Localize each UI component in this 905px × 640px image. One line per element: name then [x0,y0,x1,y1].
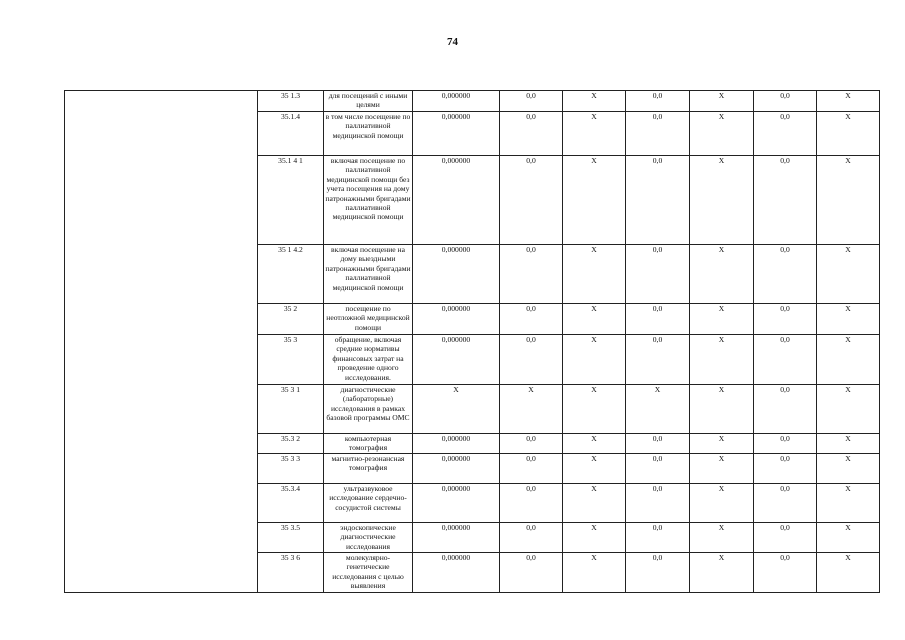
row-value-3: 0,0 [754,484,817,523]
row-mark-1: X [563,245,626,304]
row-description: эндоскопические диагностические исследования [324,523,413,553]
row-code: 35.3.4 [258,484,324,523]
row-value-2: 0,0 [626,434,690,454]
row-mark-1: X [563,112,626,156]
row-value-1: 0,0 [500,484,563,523]
row-code: 35 1.3 [258,91,324,112]
row-value-1: 0,0 [500,245,563,304]
row-value-2: 0,0 [626,523,690,553]
row-mark-1: X [563,156,626,245]
row-code: 35.1 4 1 [258,156,324,245]
row-value-3: 0,0 [754,434,817,454]
row-value-3: 0,0 [754,553,817,593]
row-value-2: X [626,385,690,434]
row-code: 35 3 3 [258,454,324,484]
row-mark-3: X [817,156,880,245]
row-mark-1: X [563,523,626,553]
row-code: 35 3 6 [258,553,324,593]
merged-blank-cell [65,91,258,593]
table-body [65,91,880,593]
row-normative: 0,000000 [413,304,500,335]
row-normative: 0,000000 [413,245,500,304]
row-value-2: 0,0 [626,454,690,484]
row-mark-3: X [817,553,880,593]
row-value-2: 0,0 [626,112,690,156]
row-value-3: 0,0 [754,454,817,484]
row-code: 35.3 2 [258,434,324,454]
row-code: 35 3 1 [258,385,324,434]
row-mark-3: X [817,91,880,112]
row-mark-1: X [563,304,626,335]
row-mark-2: X [690,245,754,304]
row-description: молекулярно-генетические исследования с целью выявления [324,553,413,593]
row-mark-2: X [690,112,754,156]
row-mark-2: X [690,484,754,523]
row-value-1: 0,0 [500,91,563,112]
row-value-1: 0,0 [500,434,563,454]
row-value-2: 0,0 [626,156,690,245]
row-value-3: 0,0 [754,91,817,112]
row-mark-2: X [690,553,754,593]
row-mark-2: X [690,434,754,454]
row-mark-3: X [817,385,880,434]
row-value-3: 0,0 [754,304,817,335]
row-mark-3: X [817,434,880,454]
row-mark-2: X [690,304,754,335]
row-normative: 0,000000 [413,112,500,156]
row-value-1: 0,0 [500,304,563,335]
row-description: в том числе посещение по паллиативной медицинской помощи [324,112,413,156]
row-value-1: 0,0 [500,112,563,156]
row-description: включая посещение на дому выездными патронажными бригадами паллиативной медицинской помощи [324,245,413,304]
row-mark-1: X [563,385,626,434]
row-value-3: 0,0 [754,335,817,385]
row-value-2: 0,0 [626,304,690,335]
row-description: включая посещение по паллиативной медицинской помощи без учета посещения на дому патронажными бригадами паллиативной медицинской помощи [324,156,413,245]
row-value-2: 0,0 [626,91,690,112]
row-code: 35.1.4 [258,112,324,156]
row-value-1: 0,0 [500,454,563,484]
row-normative: X [413,385,500,434]
row-value-3: 0,0 [754,112,817,156]
row-value-1: 0,0 [500,156,563,245]
row-mark-3: X [817,112,880,156]
row-mark-2: X [690,156,754,245]
row-normative: 0,000000 [413,553,500,593]
row-code: 35 2 [258,304,324,335]
row-mark-3: X [817,523,880,553]
row-description: обращение, включая средние нормативы финансовых затрат на проведение одного исследования. [324,335,413,385]
row-value-1: 0,0 [500,523,563,553]
row-mark-3: X [817,245,880,304]
page-number: 74 [447,36,458,48]
row-description: магнитно-резонансная томография [324,454,413,484]
row-mark-2: X [690,385,754,434]
row-normative: 0,000000 [413,156,500,245]
row-normative: 0,000000 [413,454,500,484]
row-description: диагностические (лабораторные) исследования в рамках базовой программы ОМС [324,385,413,434]
row-mark-2: X [690,335,754,385]
row-normative: 0,000000 [413,91,500,112]
row-description: компьютерная томография [324,434,413,454]
row-value-2: 0,0 [626,553,690,593]
row-normative: 0,000000 [413,434,500,454]
row-normative: 0,000000 [413,523,500,553]
row-normative: 0,000000 [413,484,500,523]
row-mark-2: X [690,523,754,553]
row-code: 35 3.5 [258,523,324,553]
row-mark-2: X [690,91,754,112]
row-code: 35 3 [258,335,324,385]
row-description: ультразвуковое исследование сердечно-сосудистой системы [324,484,413,523]
row-value-1: X [500,385,563,434]
data-table [64,90,880,593]
table-row [65,91,880,112]
row-value-1: 0,0 [500,553,563,593]
row-value-3: 0,0 [754,523,817,553]
row-mark-3: X [817,335,880,385]
row-value-2: 0,0 [626,484,690,523]
row-description: для посещений с иными целями [324,91,413,112]
row-mark-1: X [563,91,626,112]
row-mark-1: X [563,484,626,523]
row-value-2: 0,0 [626,245,690,304]
row-value-3: 0,0 [754,245,817,304]
row-mark-2: X [690,454,754,484]
row-mark-3: X [817,484,880,523]
row-description: посещение по неотложной медицинской помощи [324,304,413,335]
row-value-1: 0,0 [500,335,563,385]
row-code: 35 1 4.2 [258,245,324,304]
row-mark-1: X [563,454,626,484]
row-normative: 0,000000 [413,335,500,385]
row-value-3: 0,0 [754,156,817,245]
row-mark-3: X [817,454,880,484]
row-mark-1: X [563,434,626,454]
row-value-3: 0,0 [754,385,817,434]
row-mark-3: X [817,304,880,335]
row-mark-1: X [563,335,626,385]
row-value-2: 0,0 [626,335,690,385]
row-mark-1: X [563,553,626,593]
